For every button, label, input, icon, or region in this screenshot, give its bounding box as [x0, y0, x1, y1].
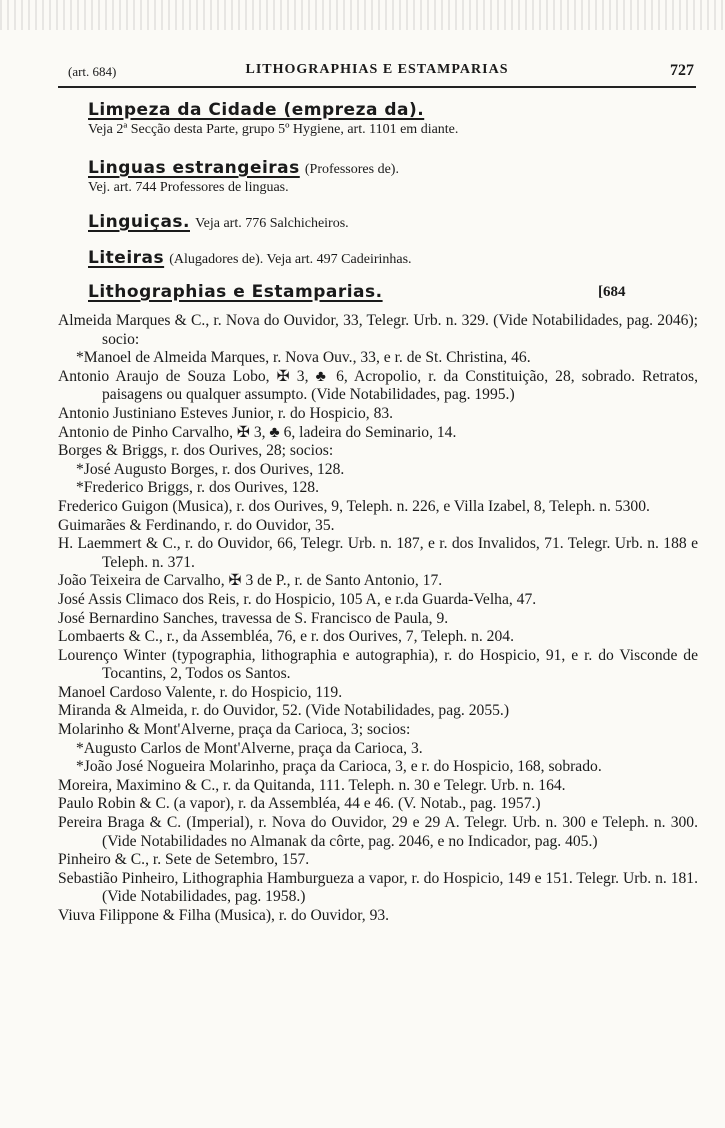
- section-limpeza: [88, 100, 458, 138]
- section-line: Veja 2ª Secção desta Parte, grupo 5º Hygiene, art. 1101 em diante.: [88, 122, 459, 137]
- list-item: *Augusto Carlos de Mont'Alverne, praça da Carioca, 3.: [76, 739, 423, 757]
- list-item: Sebastião Pinheiro, Lithographia Hamburgueza a vapor, r. do Hospicio, 149 e 151. Telegr. Urb. n. 181. (Vide Notabilidades, pag. 1958.): [58, 869, 698, 906]
- list-item: Miranda & Almeida, r. do Ouvidor, 52. (Vide Notabilidades, pag. 2055.): [58, 702, 510, 720]
- header-title: LITHOGRAPHIAS E ESTAMPARIAS: [245, 62, 509, 77]
- list-item: Manoel Cardoso Valente, r. do Hospicio, 119.: [58, 683, 343, 701]
- list-item: Lourenço Winter (typographia, lithographia e autographia), r. do Hospicio, 91, e r. do Visconde de Tocantins, 2, Todos os Santos.: [58, 646, 698, 683]
- section-title: Linguas estrangeiras: [88, 158, 300, 178]
- section-lithographias: [88, 282, 383, 302]
- section-title: Lithographias e Estamparias.: [88, 282, 383, 302]
- list-item: Paulo Robin & C. (a vapor), r. da Assembléa, 44 e 46. (V. Notab., pag. 1957.): [58, 795, 541, 813]
- scan-noise: [0, 0, 725, 30]
- list-item: *José Augusto Borges, r. dos Ourives, 128.: [76, 460, 345, 478]
- list-item: Frederico Guigon (Musica), r. dos Ourives, 9, Teleph. n. 226, e Villa Izabel, 8, Teleph. n. 5300.: [58, 497, 650, 515]
- section-note: (Professores de).: [304, 162, 399, 177]
- list-item: H. Laemmert & C., r. do Ouvidor, 66, Telegr. Urb. n. 187, e r. dos Invalidos, 71. Telegr. Urb. n. 188 e Teleph. n. 371.: [58, 535, 698, 571]
- list-item: Moreira, Maximino & C., r. da Quitanda, 111. Teleph. n. 30 e Telegr. Urb. n. 164.: [58, 776, 566, 794]
- section-linguas: [88, 158, 399, 196]
- list-item: Borges & Briggs, r. dos Ourives, 28; socios:: [58, 442, 334, 460]
- list-item: Pereira Braga & C. (Imperial), r. Nova do Ouvidor, 29 e 29 A. Telegr. Urb. n. 300 e Teleph. n. 300. (Vide Notabilidades no Almanak da côrte, pag. 2046, e no Indicador, pag. 405.): [58, 814, 698, 850]
- list-item: Lombaerts & C., r., da Assembléa, 76, e r. dos Ourives, 7, Teleph. n. 204.: [58, 628, 514, 646]
- header-article-ref: (art. 684): [68, 64, 117, 79]
- list-item: *Manoel de Almeida Marques, r. Nova Ouv., 33, e r. de St. Christina, 46.: [76, 349, 531, 367]
- list-item: *Frederico Briggs, r. dos Ourives, 128.: [76, 479, 319, 497]
- section-title: Liteiras: [88, 248, 165, 268]
- list-item: Guimarães & Ferdinando, r. do Ouvidor, 35.: [58, 516, 335, 534]
- section-note: (Alugadores de). Veja art. 497 Cadeirinhas.: [169, 252, 412, 267]
- list-item: Antonio de Pinho Carvalho, ✠ 3, ♣ 6, ladeira do Seminario, 14.: [58, 423, 457, 441]
- running-header: [58, 62, 696, 88]
- section-liteiras: [88, 248, 412, 268]
- list-item: Viuva Filippone & Filha (Musica), r. do Ouvidor, 93.: [58, 907, 390, 924]
- section-linguicas: [88, 212, 349, 232]
- section-title: Limpeza da Cidade (empreza da).: [88, 100, 425, 120]
- page-number: 727: [670, 62, 694, 79]
- list-item: Molarinho & Mont'Alverne, praça da Carioca, 3; socios:: [58, 721, 411, 739]
- list-item: *João José Nogueira Molarinho, praça da Carioca, 3, e r. do Hospicio, 168, sobrado.: [76, 758, 602, 776]
- list-item: João Teixeira de Carvalho, ✠ 3 de P., r. de Santo Antonio, 17.: [58, 572, 443, 590]
- list-item: Almeida Marques & C., r. Nova do Ouvidor, 33, Telegr. Urb. n. 329. (Vide Notabilidades, pag. 2046); socio:: [58, 312, 698, 348]
- section-note: Veja art. 776 Salchicheiros.: [195, 216, 349, 231]
- list-item: José Assis Climaco dos Reis, r. do Hospicio, 105 A, e r.da Guarda-Velha, 47.: [58, 590, 537, 608]
- list-item: Antonio Justiniano Esteves Junior, r. do Hospicio, 83.: [58, 404, 394, 422]
- list-item: Pinheiro & C., r. Sete de Setembro, 157.: [58, 851, 310, 869]
- entry-list: [58, 312, 698, 926]
- entry-number: [684: [598, 284, 626, 300]
- section-line: Vej. art. 744 Professores de linguas.: [88, 180, 289, 195]
- list-item: José Bernardino Sanches, travessa de S. Francisco de Paula, 9.: [58, 609, 449, 627]
- section-title: Linguiças.: [88, 212, 190, 232]
- list-item: Antonio Araujo de Souza Lobo, ✠ 3, ♣ 6, Acropolio, r. da Constituição, 28, sobrado. Retratos, paisagens ou qualquer assumpto. (Vide Notabilidades, pag. 1995.): [58, 367, 698, 404]
